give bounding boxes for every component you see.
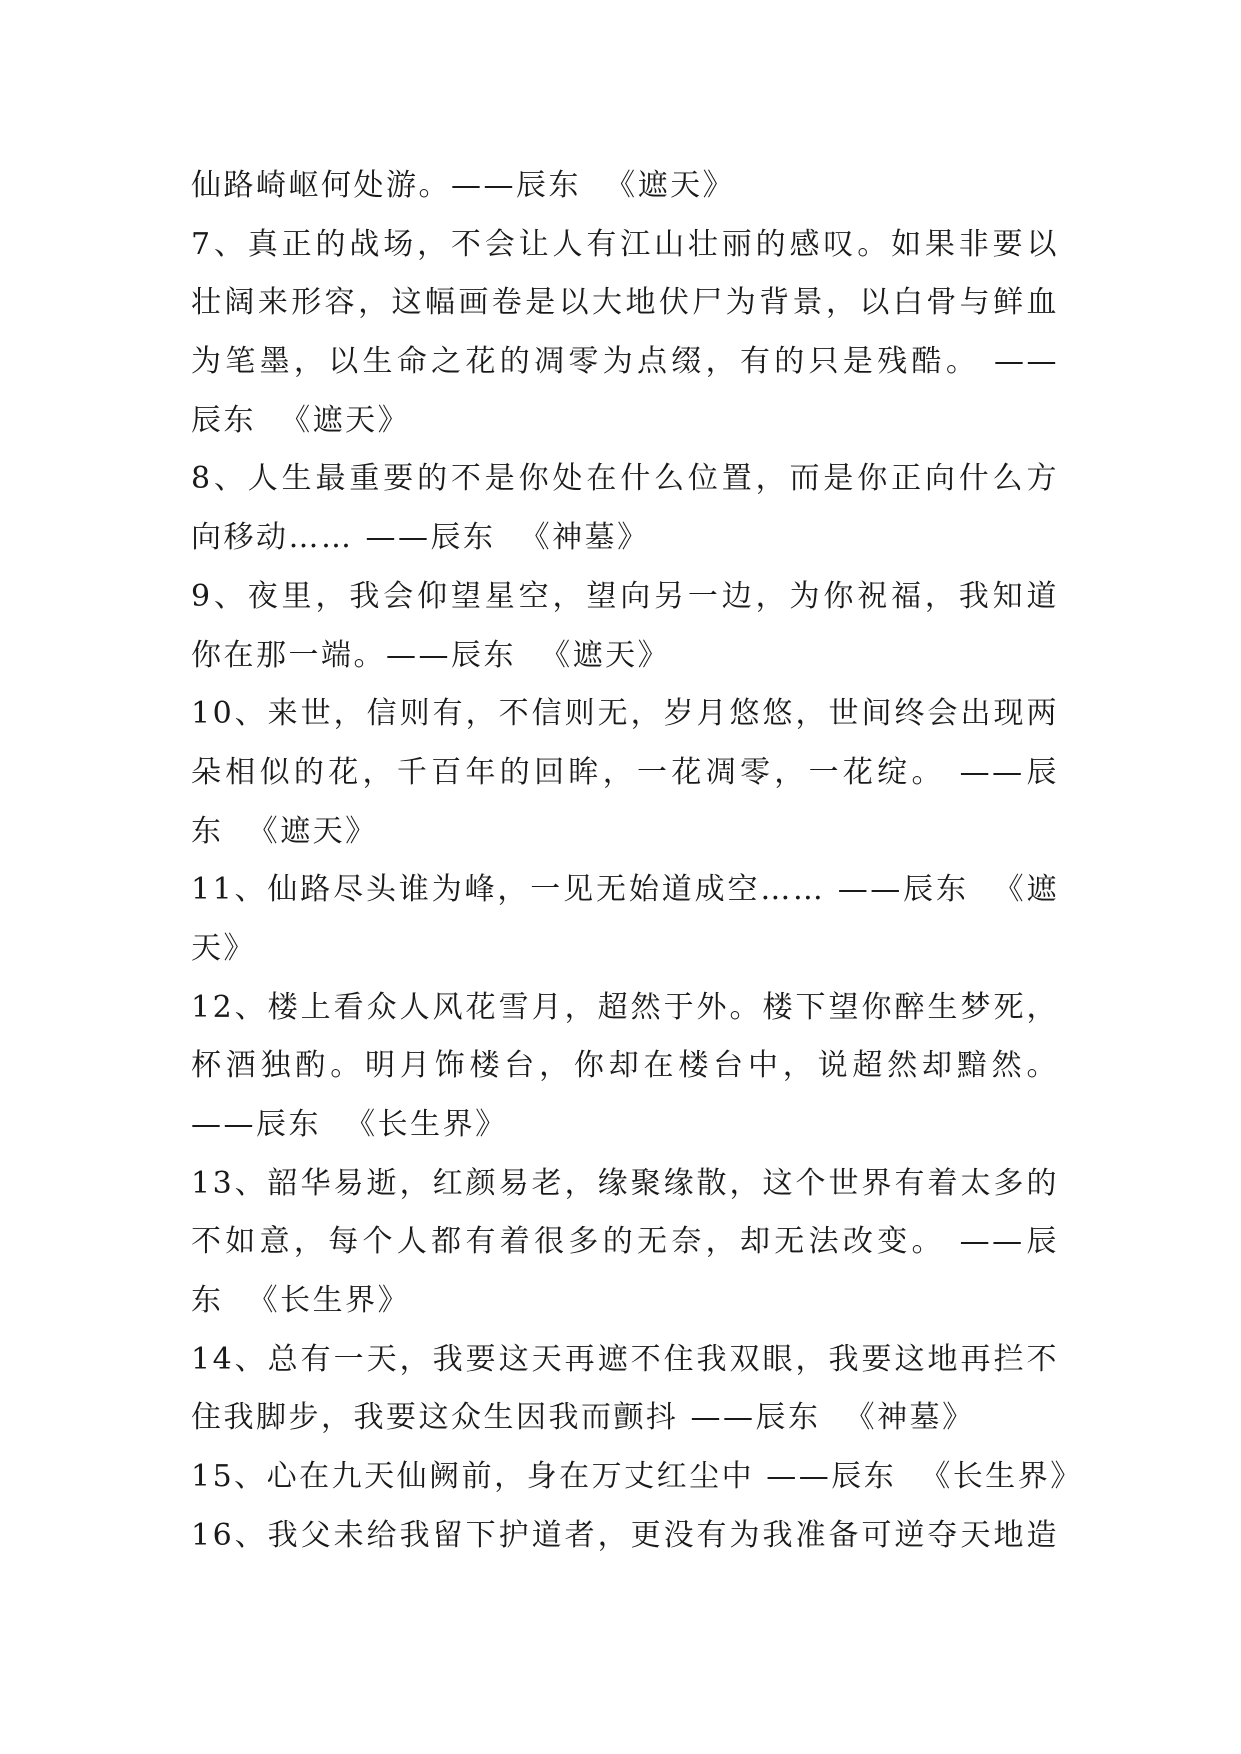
text-line: 朵相似的花，千百年的回眸，一花凋零，一花绽。 ——辰 [191,754,1059,790]
text-line: 住我脚步，我要这众生因我而颤抖 ——辰东 《神墓》 [191,1400,975,1436]
text-line: 不如意，每个人都有着很多的无奈，却无法改变。 ——辰 [191,1224,1059,1260]
text-line: ——辰东 《长生界》 [191,1107,508,1142]
text-line: 9、夜里，我会仰望星空，望向另一边，为你祝福，我知道 [191,578,1059,614]
text-line: 11、仙路尽头谁为峰，一见无始道成空…… ——辰东 《遮 [191,872,1059,908]
text-line: 13、韶华易逝，红颜易老，缘聚缘散，这个世界有着太多的 [191,1165,1059,1201]
text-line: 16、我父未给我留下护道者，更没有为我准备可逆夺天地造 [191,1517,1059,1553]
paragraph [191,1331,1059,1448]
text-line: 12、楼上看众人风花雪月，超然于外。楼下望你醉生梦死， [191,989,1059,1025]
text-line: 向移动…… ——辰东 《神墓》 [191,520,650,556]
text-line: 东 《长生界》 [191,1283,411,1319]
paragraph [191,1448,1083,1507]
paragraph [191,450,1059,567]
paragraph [191,861,1059,978]
paragraph [191,685,1059,861]
paragraph [191,1507,1059,1566]
paragraph [191,157,1059,216]
text-line: 8、人生最重要的不是你处在什么位置，而是你正向什么方 [191,461,1059,497]
text-line: 辰东 《遮天》 [191,402,411,438]
paragraph [191,979,1059,1155]
text-line: 为笔墨，以生命之花的凋零为点缀，有的只是残酷。 —— [191,344,1059,380]
text-line: 天》 [191,930,256,966]
paragraph [191,1155,1059,1331]
text-line: 15、心在九天仙阙前，身在万丈红尘中 ——辰东 《长生界》 [191,1459,1083,1495]
paragraph [191,216,1059,451]
text-line: 14、总有一天，我要这天再遮不住我双眼，我要这地再拦不 [191,1341,1059,1377]
text-line: 7、真正的战场，不会让人有江山壮丽的感叹。如果非要以 [191,226,1059,262]
document-body [191,157,1083,1566]
text-line: 仙路崎岖何处游。——辰东 《遮天》 [191,168,736,203]
text-line: 东 《遮天》 [191,813,378,849]
text-line: 你在那一端。——辰东 《遮天》 [191,637,671,673]
paragraph [191,568,1059,685]
text-line: 壮阔来形容，这幅画卷是以大地伏尸为背景，以白骨与鲜血 [191,285,1059,321]
text-line: 10、来世，信则有，不信则无，岁月悠悠，世间终会出现两 [191,696,1059,732]
text-line: 杯酒独酌。明月饰楼台，你却在楼台中，说超然却黯然。 [191,1048,1059,1084]
